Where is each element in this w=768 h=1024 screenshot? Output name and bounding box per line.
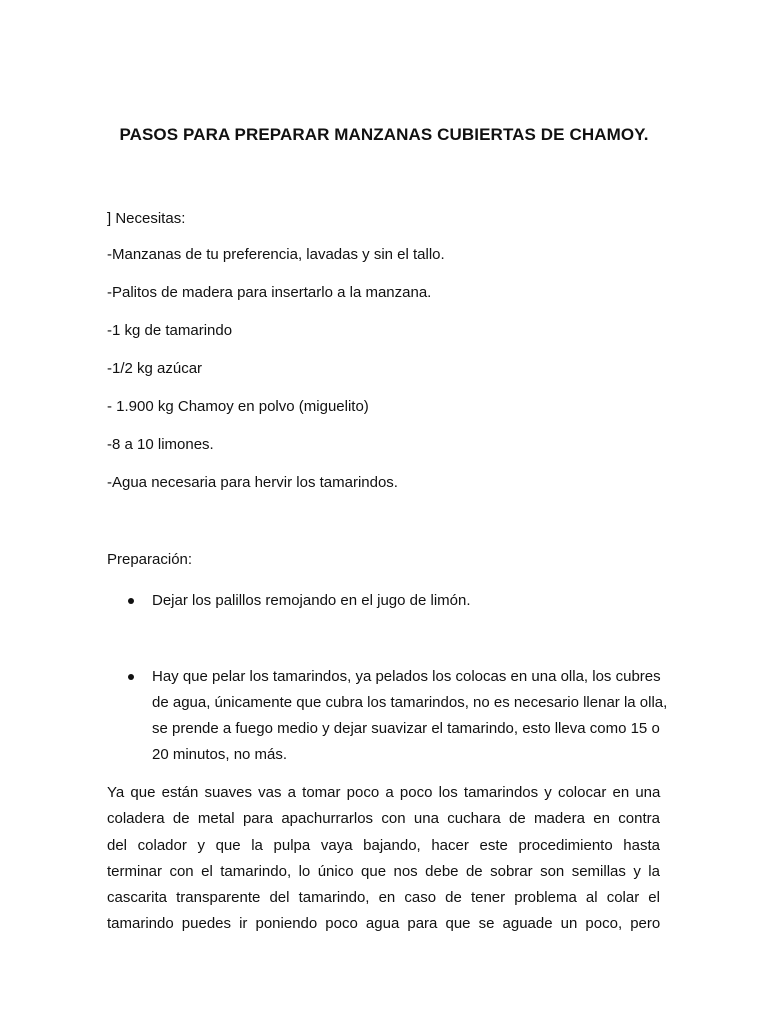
body-paragraph (107, 780, 660, 938)
ingredient-item: - 1.900 kg Chamoy en polvo (miguelito) (107, 398, 369, 415)
needs-heading: ] Necesitas: (107, 210, 186, 227)
bullet-icon (128, 674, 134, 680)
ingredient-item: -8 a 10 limones. (107, 436, 214, 453)
paragraph-line: terminar con el tamarindo, lo único que nos debe de sobrar son semillas y la (107, 862, 660, 880)
preparation-heading: Preparación: (107, 551, 193, 568)
step-text: Hay que pelar los tamarindos, ya pelados los colocas en una olla, los cubres de agua, únicamente que cubra los tamarindos, no es necesario llenar la olla, se prende a fuego medio y dejar suavizar el tamarindo, esto lleva como 15 o 20 minutos, no más. (152, 668, 668, 763)
ingredient-item: -Agua necesaria para hervir los tamarindos. (107, 474, 398, 491)
ingredient-item: -Manzanas de tu preferencia, lavadas y sin el tallo. (107, 246, 445, 263)
bullet-icon (128, 598, 134, 604)
paragraph-line: coladera de metal para apachurrarlos con una cuchara de madera en contra (107, 810, 660, 828)
ingredient-item: -1 kg de tamarindo (107, 322, 233, 339)
paragraph-line: tamarindo puedes ir poniendo poco agua para que se aguade un poco, pero (107, 915, 661, 933)
step-text: Dejar los palillos remojando en el jugo de limón. (152, 592, 471, 609)
paragraph-line: Ya que están suaves vas a tomar poco a poco los tamarindos y colocar en una (107, 784, 661, 801)
page-title: PASOS PARA PREPARAR MANZANAS CUBIERTAS DE CHAMOY. (119, 125, 649, 144)
paragraph-line: cascarita transparente del tamarindo, en caso de tener problema al colar el (107, 889, 660, 907)
ingredient-item: -Palitos de madera para insertarlo a la manzana. (107, 284, 432, 301)
ingredient-item: -1/2 kg azúcar (107, 360, 203, 377)
paragraph-line: del colador y que la pulpa vaya bajando, hacer este procedimiento hasta (107, 836, 660, 854)
